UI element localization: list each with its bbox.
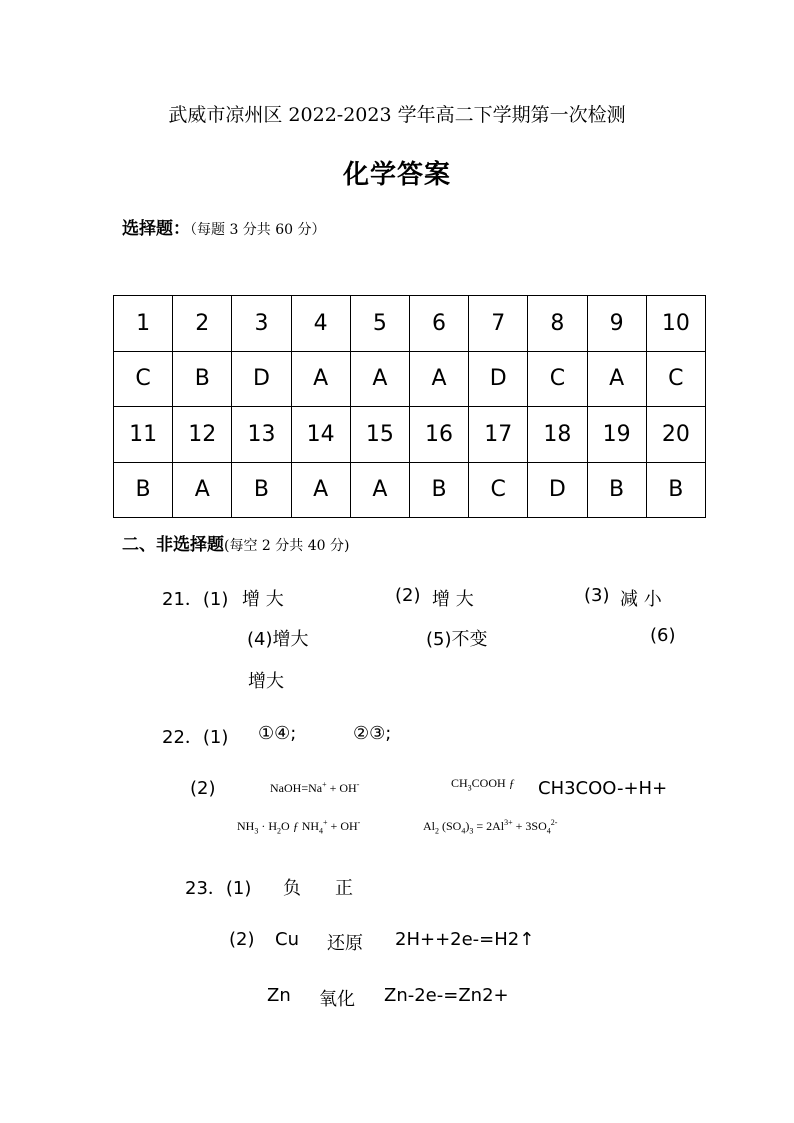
- equation-ch3cooh-products: CH3COO-+H+: [538, 778, 668, 799]
- question-number-cell: 20: [646, 407, 705, 463]
- open-questions-title: 二、非选择题: [122, 535, 224, 555]
- answer-cell: A: [173, 462, 232, 518]
- question-number-cell: 8: [528, 296, 587, 352]
- multiple-choice-title: 选择题：: [122, 219, 190, 239]
- multiple-choice-note: （每题 3 分共 60 分）: [190, 222, 326, 238]
- q21-answer-4: (4)增大: [247, 629, 309, 650]
- question-number-row: [114, 296, 706, 352]
- answer-cell: B: [232, 462, 291, 518]
- open-questions-heading: [122, 530, 349, 555]
- equation-naoh-ionization: NaOH=Na+ + OH-: [270, 780, 360, 795]
- answer-cell: B: [173, 351, 232, 407]
- question-number-cell: 19: [587, 407, 646, 463]
- answer-cell: D: [232, 351, 291, 407]
- answer-row: [114, 351, 706, 407]
- answer-cell: D: [528, 462, 587, 518]
- q21-answer-2: 增 大: [432, 589, 474, 610]
- q21-part-6-label: (6): [650, 625, 676, 646]
- question-number-cell: 4: [291, 296, 350, 352]
- q22-answer-2: ②③;: [353, 723, 392, 744]
- gas-arrow-icon: ↑: [519, 929, 535, 950]
- question-number-cell: 3: [232, 296, 291, 352]
- answer-cell: B: [587, 462, 646, 518]
- question-number-cell: 15: [350, 407, 409, 463]
- q22-label: 22．(1): [162, 727, 229, 748]
- answer-cell: A: [291, 462, 350, 518]
- equation-al2so43-ionization: $Al_2$ $(SO_4)_3 = 2Al^{3+} + 3SO_4^{2-}$: [423, 818, 558, 836]
- answer-cell: A: [409, 351, 468, 407]
- q23-part-2-label: (2): [229, 929, 255, 950]
- question-number-cell: 5: [350, 296, 409, 352]
- answer-cell: C: [528, 351, 587, 407]
- q23-cathode-equation: [395, 929, 534, 950]
- q21-label: 21．(1): [162, 589, 229, 610]
- q21-part-3-label: (3): [584, 585, 610, 606]
- q23-anode-equation: Zn-2e-=Zn2+: [384, 985, 509, 1006]
- question-number-row: [114, 407, 706, 463]
- cathode-equation-text: 2H++2e-=H2: [395, 929, 520, 950]
- question-number-cell: 11: [114, 407, 173, 463]
- answer-cell: D: [469, 351, 528, 407]
- answer-cell: B: [114, 462, 173, 518]
- q23-label: 23．(1): [185, 878, 252, 899]
- question-number-cell: 10: [646, 296, 705, 352]
- question-number-cell: 17: [469, 407, 528, 463]
- answer-cell: B: [646, 462, 705, 518]
- q23-cathode-reaction: 还原: [327, 933, 363, 954]
- document-title: 武威市凉州区 2022-2023 学年高二下学期第一次检测: [168, 104, 626, 126]
- answer-cell: C: [469, 462, 528, 518]
- question-number-cell: 2: [173, 296, 232, 352]
- answer-cell: C: [646, 351, 705, 407]
- answer-cell: A: [350, 351, 409, 407]
- q23-anode-reaction: 氧化: [319, 989, 355, 1010]
- question-number-cell: 9: [587, 296, 646, 352]
- answer-table: [113, 295, 706, 518]
- answer-cell: A: [350, 462, 409, 518]
- open-questions-note: (每空 2 分共 40 分): [224, 538, 350, 554]
- question-number-cell: 14: [291, 407, 350, 463]
- q21-answer-5: (5)不变: [426, 629, 488, 650]
- equation-ch3cooh-ionization: $CH_3COOH$ ƒ: [451, 776, 515, 793]
- multiple-choice-heading: [122, 214, 326, 239]
- q23-cathode-material: Cu: [275, 929, 299, 950]
- q23-answer-positive: 正: [335, 878, 353, 899]
- question-number-cell: 12: [173, 407, 232, 463]
- question-number-cell: 1: [114, 296, 173, 352]
- q22-answer-1: ①④;: [258, 723, 297, 744]
- answer-cell: B: [409, 462, 468, 518]
- q21-answer-3: 减 小: [620, 589, 662, 610]
- question-number-cell: 18: [528, 407, 587, 463]
- answer-row: [114, 462, 706, 518]
- q22-part-2-label: (2): [190, 778, 216, 799]
- answer-cell: A: [291, 351, 350, 407]
- question-number-cell: 16: [409, 407, 468, 463]
- question-number-cell: 7: [469, 296, 528, 352]
- q23-answer-negative: 负: [283, 878, 301, 899]
- document-subtitle: 化学答案: [342, 160, 451, 190]
- q21-answer-6: 增大: [248, 671, 284, 692]
- q21-part-2-label: (2): [395, 585, 421, 606]
- question-number-cell: 13: [232, 407, 291, 463]
- question-number-cell: 6: [409, 296, 468, 352]
- q21-answer-1: 增 大: [242, 589, 284, 610]
- equation-nh3h2o-ionization: $NH_3 \cdot H_2O$ ƒ $NH_4^+ + OH^-$: [237, 818, 361, 836]
- answer-cell: C: [114, 351, 173, 407]
- q23-anode-material: Zn: [267, 985, 291, 1006]
- answer-cell: A: [587, 351, 646, 407]
